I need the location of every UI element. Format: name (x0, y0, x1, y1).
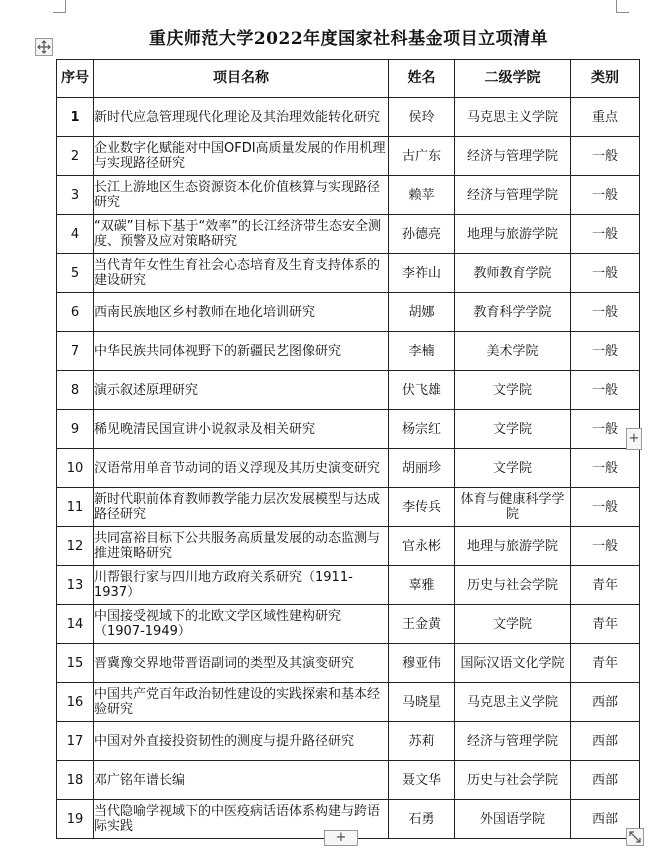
category-cell: 一般 (571, 527, 640, 566)
category-cell: 一般 (571, 449, 640, 488)
category-cell: 西部 (571, 761, 640, 800)
school-cell: 经济与管理学院 (455, 137, 571, 176)
project-name-cell: 长江上游地区生态资源资本化价值核算与实现路径研究 (94, 176, 389, 215)
table-row (57, 293, 640, 332)
school-cell: 教师教育学院 (455, 254, 571, 293)
table-resize-handle[interactable] (626, 828, 644, 846)
project-name-cell: 共同富裕目标下公共服务高质量发展的动态监测与推进策略研究 (94, 527, 389, 566)
school-cell: 外国语学院 (455, 800, 571, 839)
school-cell: 地理与旅游学院 (455, 527, 571, 566)
row-number: 14 (57, 605, 94, 644)
resize-arrow-icon (628, 830, 642, 844)
table-row (57, 332, 640, 371)
header-category: 类别 (571, 60, 640, 98)
project-name-cell: 演示叙述原理研究 (94, 371, 389, 410)
school-cell: 地理与旅游学院 (455, 215, 571, 254)
row-number: 6 (57, 293, 94, 332)
project-name-cell: “双碳”目标下基于“效率”的长江经济带生态安全测度、预警及应对策略研究 (94, 215, 389, 254)
row-number: 2 (57, 137, 94, 176)
header-school: 二级学院 (455, 60, 571, 98)
table-row (57, 527, 640, 566)
person-name-cell: 苏莉 (389, 722, 455, 761)
project-name-cell: 邓广铭年谱长编 (94, 761, 389, 800)
row-number: 16 (57, 683, 94, 722)
person-name-cell: 李祚山 (389, 254, 455, 293)
person-name-cell: 李楠 (389, 332, 455, 371)
category-cell: 一般 (571, 488, 640, 527)
row-number: 3 (57, 176, 94, 215)
table-row (57, 410, 640, 449)
header-person-name: 姓名 (389, 60, 455, 98)
table-row (57, 722, 640, 761)
row-number: 10 (57, 449, 94, 488)
row-number: 8 (57, 371, 94, 410)
project-name-cell: 川帮银行家与四川地方政府关系研究（1911-1937） (94, 566, 389, 605)
category-cell: 一般 (571, 137, 640, 176)
project-name-cell: 晋冀豫交界地带晋语副词的类型及其演变研究 (94, 644, 389, 683)
school-cell: 美术学院 (455, 332, 571, 371)
person-name-cell: 古广东 (389, 137, 455, 176)
table-row (57, 644, 640, 683)
table-row (57, 605, 640, 644)
category-cell: 一般 (571, 254, 640, 293)
category-cell: 西部 (571, 800, 640, 839)
move-arrows-icon (37, 40, 51, 54)
person-name-cell: 胡娜 (389, 293, 455, 332)
person-name-cell: 李传兵 (389, 488, 455, 527)
row-number: 18 (57, 761, 94, 800)
project-name-cell: 当代隐喻学视域下的中医疫病话语体系构建与跨语际实践 (94, 800, 389, 839)
table-row (57, 98, 640, 137)
school-cell: 国际汉语文化学院 (455, 644, 571, 683)
table-row (57, 683, 640, 722)
category-cell: 一般 (571, 176, 640, 215)
table-row (57, 137, 640, 176)
school-cell: 文学院 (455, 371, 571, 410)
document-title: 重庆师范大学2022年度国家社科基金项目立项清单 (148, 29, 549, 49)
project-name-cell: 企业数字化赋能对中国OFDI高质量发展的作用机理与实现路径研究 (94, 137, 389, 176)
school-cell: 马克思主义学院 (455, 683, 571, 722)
category-cell: 青年 (571, 644, 640, 683)
table-row (57, 566, 640, 605)
row-number: 5 (57, 254, 94, 293)
table-row (57, 215, 640, 254)
school-cell: 经济与管理学院 (455, 176, 571, 215)
person-name-cell: 胡丽珍 (389, 449, 455, 488)
person-name-cell: 赖苹 (389, 176, 455, 215)
page-corner-mark-left (53, 0, 66, 13)
person-name-cell: 马晓星 (389, 683, 455, 722)
school-cell: 教育科学学院 (455, 293, 571, 332)
person-name-cell: 孙德亮 (389, 215, 455, 254)
school-cell: 文学院 (455, 449, 571, 488)
person-name-cell: 穆亚伟 (389, 644, 455, 683)
person-name-cell: 杨宗红 (389, 410, 455, 449)
person-name-cell: 官永彬 (389, 527, 455, 566)
row-number: 9 (57, 410, 94, 449)
table-row (57, 254, 640, 293)
person-name-cell: 王金黄 (389, 605, 455, 644)
category-cell: 一般 (571, 215, 640, 254)
category-cell: 青年 (571, 605, 640, 644)
category-cell: 一般 (571, 332, 640, 371)
project-list-table (56, 59, 640, 839)
school-cell: 历史与社会学院 (455, 566, 571, 605)
category-cell: 一般 (571, 293, 640, 332)
project-name-cell: 中国对外直接投资韧性的测度与提升路径研究 (94, 722, 389, 761)
category-cell: 西部 (571, 683, 640, 722)
header-number: 序号 (57, 60, 94, 98)
project-name-cell: 西南民族地区乡村教师在地化培训研究 (94, 293, 389, 332)
school-cell: 文学院 (455, 410, 571, 449)
row-number: 17 (57, 722, 94, 761)
row-number: 15 (57, 644, 94, 683)
person-name-cell: 伏飞雄 (389, 371, 455, 410)
school-cell: 体育与健康科学学院 (455, 488, 571, 527)
table-row (57, 761, 640, 800)
person-name-cell: 辜雅 (389, 566, 455, 605)
row-number: 7 (57, 332, 94, 371)
category-cell: 青年 (571, 566, 640, 605)
table-header-row (57, 60, 640, 98)
school-cell: 经济与管理学院 (455, 722, 571, 761)
table-row (57, 488, 640, 527)
row-number: 11 (57, 488, 94, 527)
row-number: 4 (57, 215, 94, 254)
project-name-cell: 汉语常用单音节动词的语义浮现及其历史演变研究 (94, 449, 389, 488)
table-row (57, 449, 640, 488)
row-number: 19 (57, 800, 94, 839)
row-number: 13 (57, 566, 94, 605)
project-name-cell: 新时代职前体育教师教学能力层次发展模型与达成路径研究 (94, 488, 389, 527)
table-move-handle[interactable] (35, 38, 53, 56)
person-name-cell: 石勇 (389, 800, 455, 839)
project-name-cell: 稀见晚清民国宣讲小说叙录及相关研究 (94, 410, 389, 449)
category-cell: 一般 (571, 410, 640, 449)
category-cell: 一般 (571, 371, 640, 410)
header-project-name: 项目名称 (94, 60, 389, 98)
project-name-cell: 新时代应急管理现代化理论及其治理效能转化研究 (94, 98, 389, 137)
project-name-cell: 当代青年女性生育社会心态培育及生育支持体系的建设研究 (94, 254, 389, 293)
school-cell: 马克思主义学院 (455, 98, 571, 137)
page-corner-mark-right (616, 0, 629, 13)
project-name-cell: 中国共产党百年政治韧性建设的实践探索和基本经验研究 (94, 683, 389, 722)
category-cell: 西部 (571, 722, 640, 761)
row-number: 12 (57, 527, 94, 566)
project-name-cell: 中华民族共同体视野下的新疆民艺图像研究 (94, 332, 389, 371)
add-column-button[interactable]: + (626, 428, 642, 450)
person-name-cell: 聂文华 (389, 761, 455, 800)
add-row-button[interactable]: + (324, 830, 358, 846)
person-name-cell: 侯玲 (389, 98, 455, 137)
school-cell: 历史与社会学院 (455, 761, 571, 800)
category-cell: 重点 (571, 98, 640, 137)
row-number: 1 (57, 98, 94, 137)
school-cell: 文学院 (455, 605, 571, 644)
table-row (57, 371, 640, 410)
table-row (57, 176, 640, 215)
project-name-cell: 中国接受视域下的北欧文学区域性建构研究（1907-1949） (94, 605, 389, 644)
